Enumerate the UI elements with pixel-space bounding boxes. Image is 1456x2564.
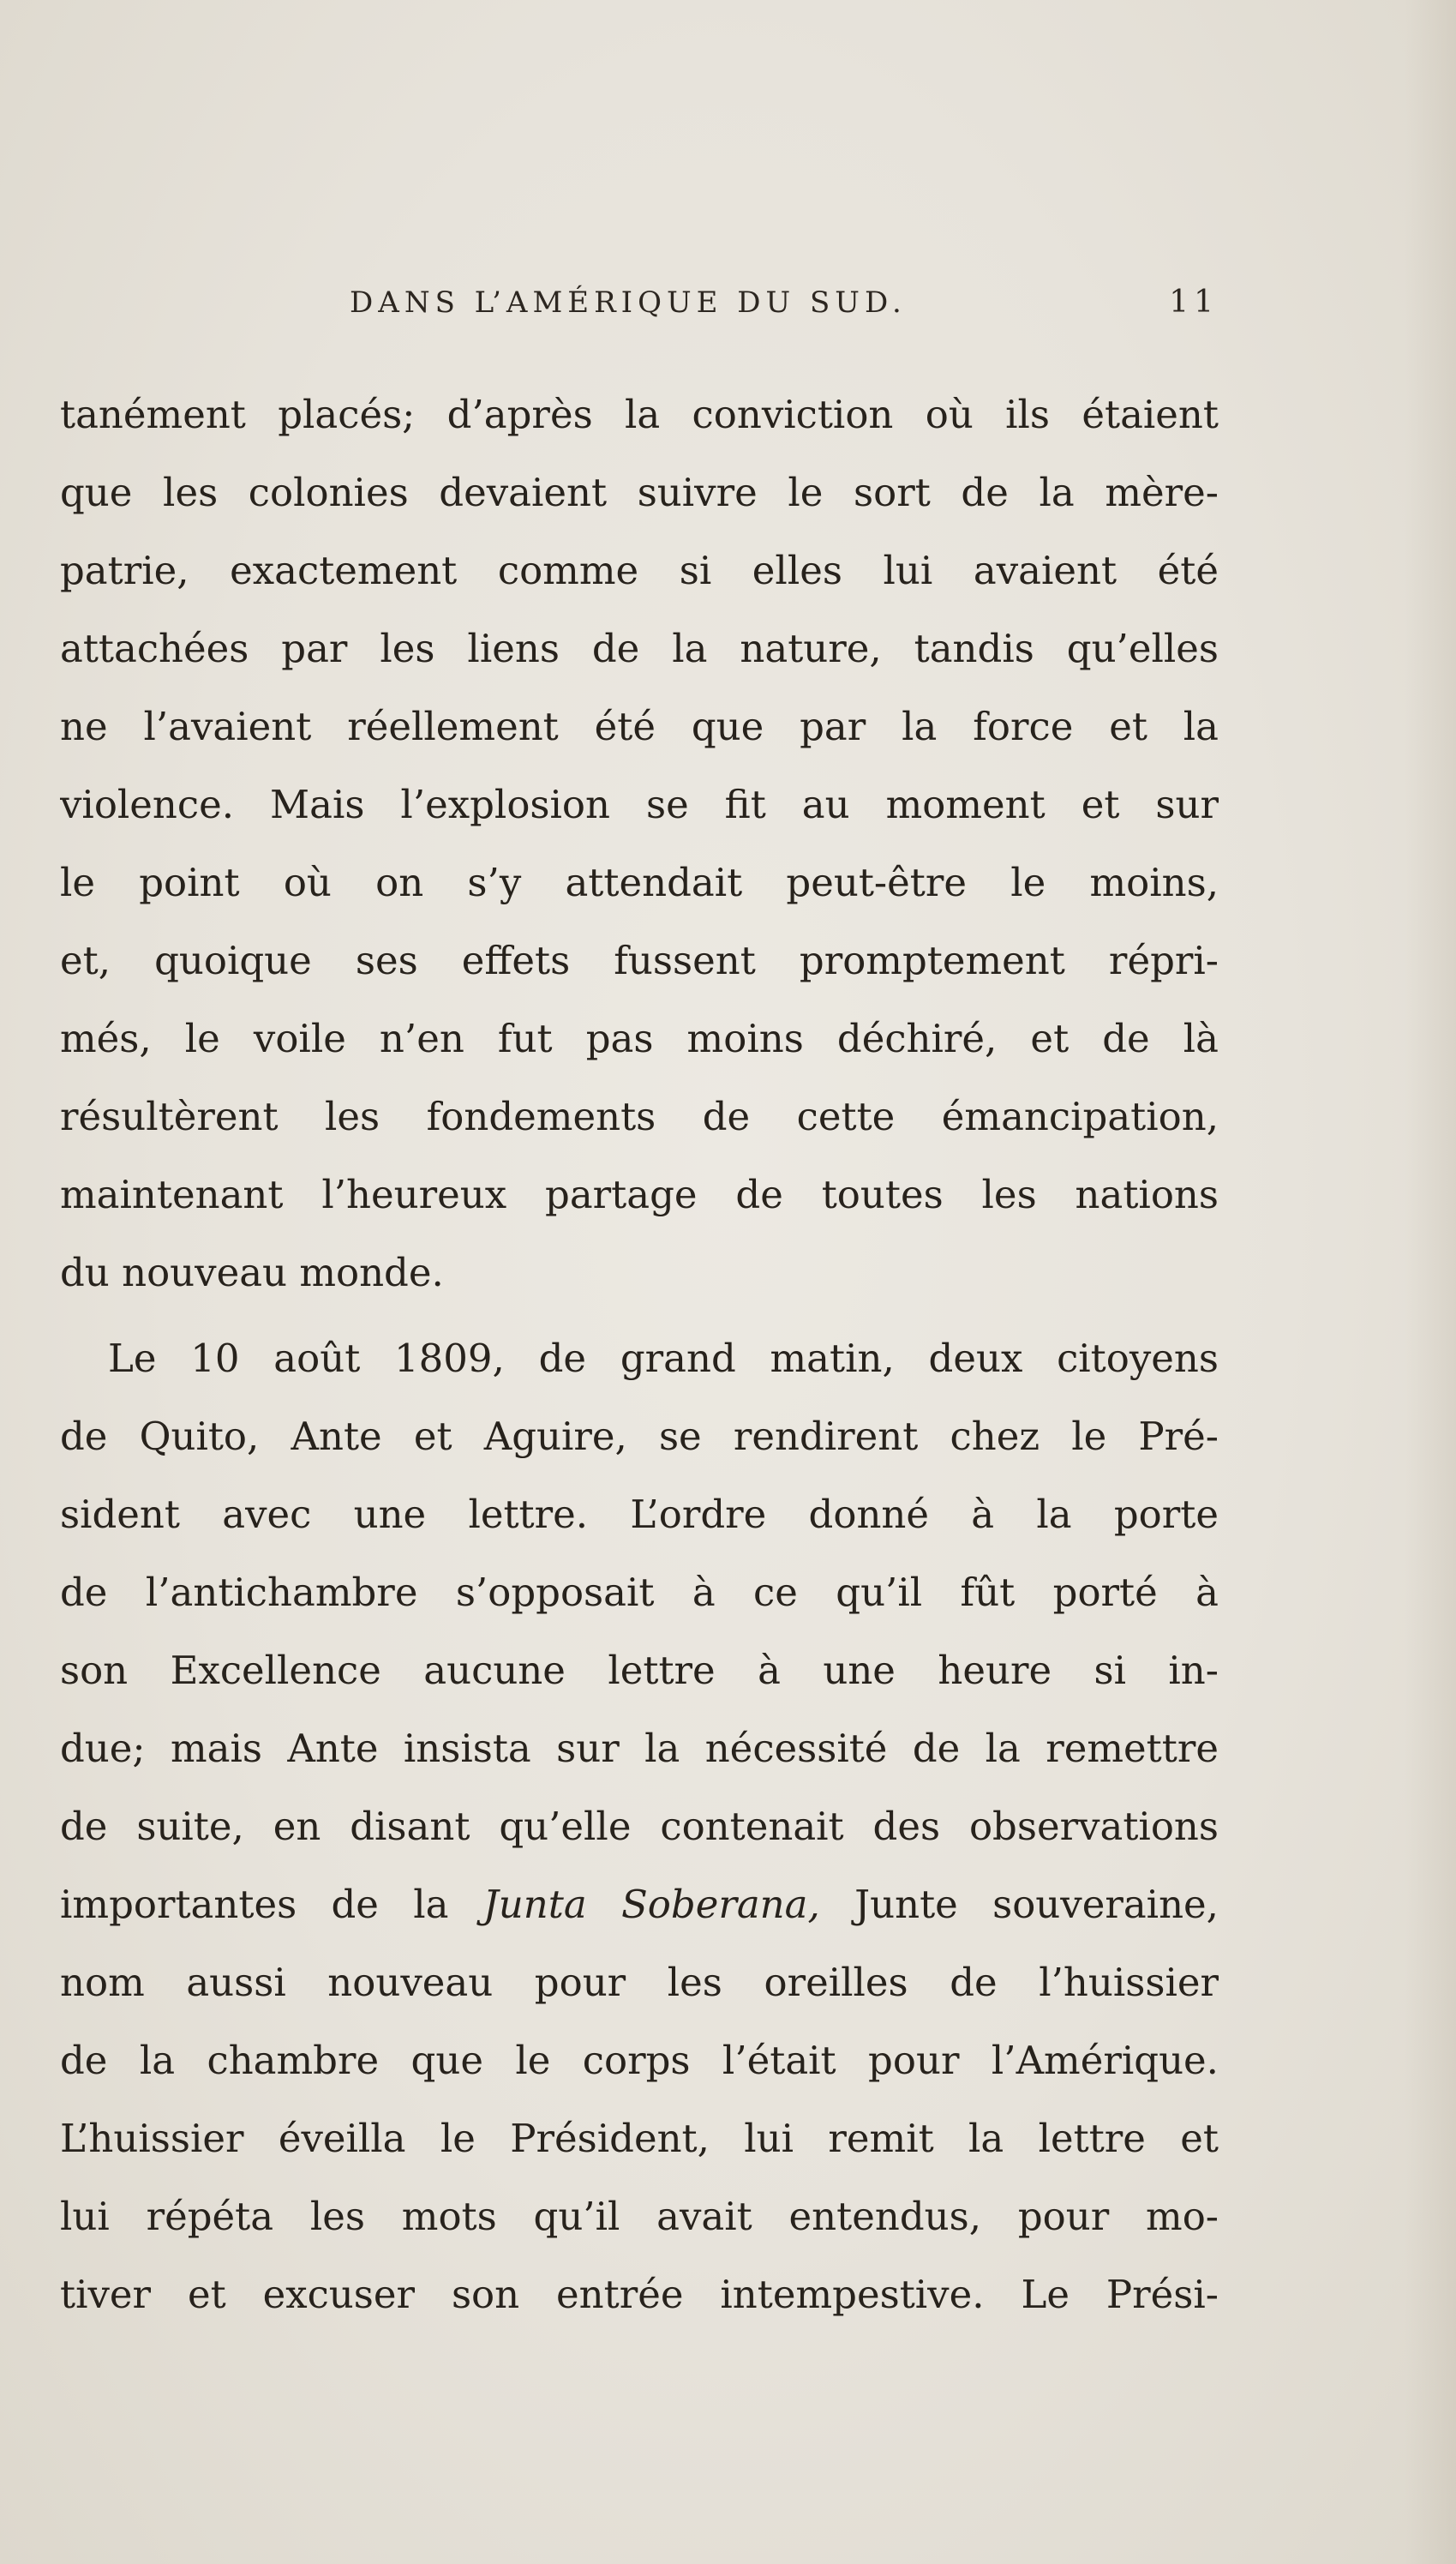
text-line: violence. Mais l’explosion se fit au moment et sur [60,782,1219,827]
text-segment: importantes de la [60,1882,449,1927]
text-line: due; mais Ante insista sur la nécessité de la remettre [60,1726,1219,1771]
text-line: le point où on s’y attendait peut-être le moins, [60,860,1219,905]
paragraph-2 [60,1319,1219,2333]
text-line: Le 10 août 1809, de grand matin, deux citoyens [108,1336,1219,1381]
text-line: résultèrent les fondements de cette émancipation, [60,1094,1219,1139]
text-line: de suite, en disant qu’elle contenait des observations [60,1804,1219,1849]
text-line: nom aussi nouveau pour les oreilles de l’huissier [60,1960,1219,2005]
text-line: ne l’avaient réellement été que par la force et la [60,704,1219,749]
text-line: tiver et excuser son entrée intempestive. Le Prési- [60,2272,1219,2317]
page-edge-shadow [1405,0,1456,2564]
text-line: lui répéta les mots qu’il avait entendus, pour mo- [60,2194,1219,2239]
text-line: attachées par les liens de la nature, tandis qu’elles [60,626,1219,671]
text-line-with-italic [60,1865,1219,1943]
text-line: de la chambre que le corps l’était pour l’Amérique. [60,2038,1219,2083]
text-line: de Quito, Ante et Aguire, se rendirent chez le Pré- [60,1414,1219,1459]
running-head [60,281,1219,324]
text-line: et, quoique ses effets fussent promptement répri- [60,938,1219,983]
page-number: 11 [1169,285,1219,320]
text-line: maintenant l’heureux partage de toutes les nations [60,1172,1219,1217]
italic-phrase: Junta Soberana, [482,1882,820,1927]
text-line: de l’antichambre s’opposait à ce qu’il fût porté à [60,1570,1219,1615]
text-line: son Excellence aucune lettre à une heure si in- [60,1648,1219,1693]
text-line: du nouveau monde. [60,1250,444,1295]
running-title: DANS L’AMÉRIQUE DU SUD. [350,285,907,320]
text-line: patrie, exactement comme si elles lui avaient été [60,548,1219,593]
text-line: tanément placés; d’après la conviction où ils étaient [60,392,1219,437]
paragraph-1 [60,375,1219,1312]
text-line: més, le voile n’en fut pas moins déchiré, et de là [60,1016,1219,1061]
text-line: que les colonies devaient suivre le sort de la mère- [60,470,1219,515]
body-text [60,375,1219,2333]
text-line: L’huissier éveilla le Président, lui remit la lettre et [60,2116,1219,2161]
text-segment: Junte souveraine, [854,1882,1219,1927]
text-line: sident avec une lettre. L’ordre donné à la porte [60,1492,1219,1537]
